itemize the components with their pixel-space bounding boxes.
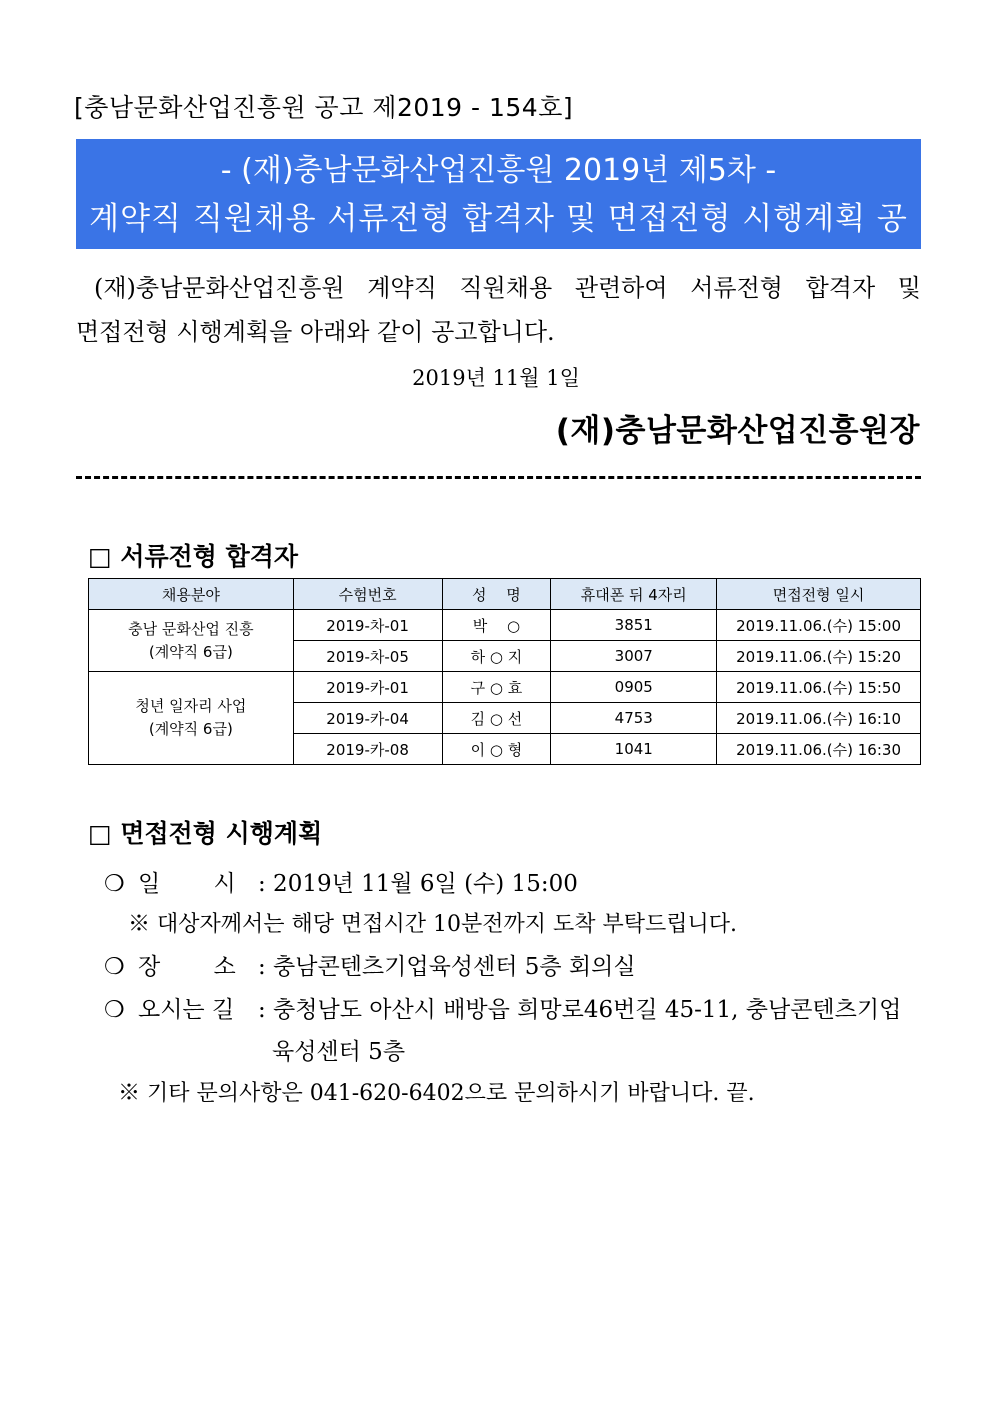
table-row [89,672,921,703]
title-line-2: 계약직 직원채용 서류전형 합격자 및 면접전형 시행계획 공고 [89,201,908,282]
name-cell: 하 ○ 지 [442,641,551,672]
table-row [89,610,921,641]
passed-candidates-table [88,578,921,765]
exam-number-cell: 2019-카-04 [293,703,442,734]
intro-line-2: 면접전형 시행계획을 아래와 같이 공고합니다. [76,318,555,346]
name-cell: 김 ○ 선 [442,703,551,734]
circle-bullet-icon: ❍ [104,954,125,980]
header-name: 성 명 [442,579,551,610]
intro-paragraph [76,266,921,354]
plan-item-directions [104,991,901,1024]
phone-cell: 3007 [551,641,717,672]
organization-signature: (재)충남문화산업진흥원장 [555,413,920,449]
exam-number-cell: 2019-카-01 [293,672,442,703]
exam-number-cell: 2019-카-08 [293,734,442,765]
contact-note: ※ 기타 문의사항은 041-620-6402으로 문의하시기 바랍니다. 끝. [118,1081,755,1106]
plan-item-value: : 충청남도 아산시 배방읍 희망로46번길 45-11, 충남콘텐츠기업 [258,997,902,1023]
plan-item-label: 오시는 길 [138,997,235,1023]
phone-cell: 3851 [551,610,717,641]
datetime-cell: 2019.11.06.(수) 15:00 [717,610,921,641]
phone-cell: 0905 [551,672,717,703]
exam-number-cell: 2019-차-01 [293,610,442,641]
title-line-1: - (재)충남문화산업진흥원 2019년 제5차 - [220,153,777,188]
name-cell: 구 ○ 효 [442,672,551,703]
title-banner [76,139,921,282]
notice-date: 2019년 11월 1일 [412,366,580,390]
datetime-cell: 2019.11.06.(수) 15:20 [717,641,921,672]
plan-item-label: 장 소 [138,954,236,980]
datetime-cell: 2019.11.06.(수) 16:30 [717,734,921,765]
plan-item-place [104,948,636,981]
arrival-note: ※ 대상자께서는 해당 면접시간 10분전까지 도착 부탁드립니다. [128,912,737,937]
field-grade: (계약직 6급) [148,720,233,738]
header-exam-number: 수험번호 [293,579,442,610]
name-cell: 박 ○ [442,610,551,641]
plan-item-value: : 2019년 11월 6일 (수) 15:00 [258,871,578,897]
section-document-screening-title: □ 서류전형 합격자 [88,542,299,571]
field-cell [89,610,294,672]
dashed-divider [76,476,921,479]
datetime-cell: 2019.11.06.(수) 15:50 [717,672,921,703]
header-interview-datetime: 면접전형 일시 [717,579,921,610]
datetime-cell: 2019.11.06.(수) 16:10 [717,703,921,734]
field-grade: (계약직 6급) [148,642,233,661]
plan-item-datetime [104,865,578,898]
notice-number: [충남문화산업진흥원 공고 제2019 - 154호] [74,93,574,122]
name-cell: 이 ○ 형 [442,734,551,765]
field-cell [89,672,294,765]
phone-cell: 1041 [551,734,717,765]
table-header-row [89,579,921,610]
plan-item-directions-continued: 육성센터 5층 [272,1039,406,1065]
exam-number-cell: 2019-차-05 [293,641,442,672]
header-phone-last4: 휴대폰 뒤 4자리 [551,579,717,610]
phone-cell: 4753 [551,703,717,734]
field-name: 충남 문화산업 진흥 [128,619,254,638]
field-name: 청년 일자리 사업 [135,697,247,715]
plan-item-label: 일 시 [138,871,236,897]
circle-bullet-icon: ❍ [104,871,125,897]
circle-bullet-icon: ❍ [104,997,125,1023]
section-interview-plan-title: □ 면접전형 시행계획 [88,819,323,848]
intro-line-1: (재)충남문화산업진흥원 계약직 직원채용 관련하여 서류전형 합격자 및 [94,274,921,302]
plan-item-value: : 충남콘텐츠기업육성센터 5층 회의실 [258,954,636,980]
header-field: 채용분야 [89,579,294,610]
